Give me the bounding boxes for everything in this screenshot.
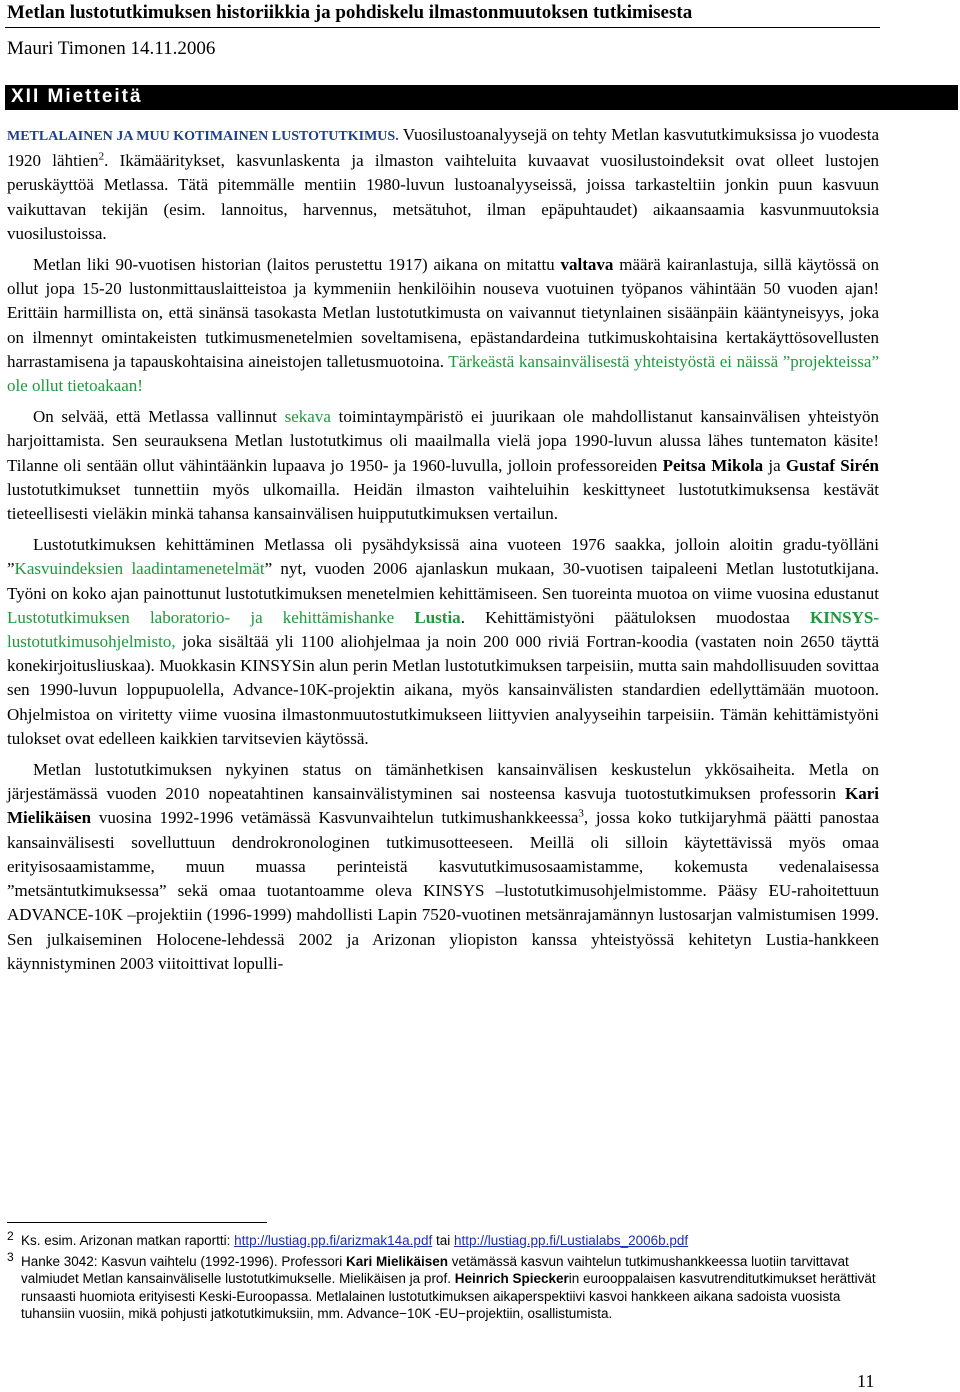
footnote-number: 3 [7,1249,14,1264]
footnote-separator [7,1222,267,1223]
paragraph-3 [7,405,879,526]
paragraph-lead: METLALAINEN JA MUU KOTIMAINEN LUSTOTUTKIMUS. [7,129,399,144]
footnote-ref-3[interactable]: 3 [578,807,584,820]
emphasis-text: valtava [560,255,614,275]
text-run: Vuosilustoanalyysejä on tehty Metlan kasvututkimuksissa jo vuodesta 1920 lähtien [7,125,880,171]
text-run: lustotutkimukset tunnettiin myös ulkomailla. Heidän ilmaston vaihteluihin keskittyneet lustotutkimuksensa kestävät tieteellisesti vieläkin minkä tahansa kansainvälisen huippututkimuksen vertailun. [7,479,879,524]
lustialabs-report-link[interactable]: http://lustiag.pp.fi/Lustialabs_2006b.pdf [453,1233,689,1248]
header-rule [5,27,880,28]
highlighted-text: Tärkeästä kansainvälisestä yhteistyöstä ei näissä ”projekteissa” ole ollut tietoakaan! [7,351,879,396]
body-text [7,123,879,976]
text-run: On selvää, että Metlassa vallinnut [33,407,285,427]
section-title: XII Mietteitä [11,86,143,107]
text-run: Hanke 3042: Kasvun vaihtelu (1992-1996). Professori [21,1253,346,1269]
text-run: Metlan liki 90-vuotisen historian (laitos perustettu 1917) aikana on mitattu [33,255,561,275]
text-run: Ks. esim. Arizonan matkan raportti: [21,1233,235,1248]
text-run: , jossa koko tutkijaryhmä päätti panostaa kansainvälisesti sovelluttuun dendrokronologinen tutkimusotteeseen. Meillä oli silloin käytettävissä myös omaa erityisosaamistamme, muun muassa perinteistä kasvututkimusosaamistamme, kokemusta vedenalaisessa ”metsäntutkimuksessa” sekä omaa tuotantoamme oleva KINSYS –lustotutkimusohjelmistomme. Pääsy EU-rahoitettuun ADVANCE-10K –projektiin (1996-1999) mahdollisti Lapin 7520-vuotinen metsänrajamännyn lustosarjan valmistumisen 1999. Sen julkaiseminen Holocene-lehdessä 2002 ja Arizonan yliopiston kanssa yhteistyössä kehitetyn Lustia-hankkeen käynnistyminen 2003 viitoittivat lopulli- [7,808,880,973]
page-number: 11 [857,1371,875,1391]
paragraph-1 [7,123,879,246]
text-run: toimintaympäristö ei juurikaan ole mahdollistanut kansainvälisen yhteistyön harjoittamista. Sen seurauksena Metlan lustotutkimus oli maailmalla vielä jopa 1990-luvun alussa lähes tuntematon käsite! Tilanne oli sentään ollut vähintäänkin lupaava jo 1950- ja 1960-luvulla, jolloin professoreiden [7,407,879,475]
footnote-number: 2 [7,1229,14,1243]
person-name: Peitsa Mikola [662,455,764,475]
text-run: . Kehittämistyöni päätuloksen muodostaa [460,607,811,627]
text-run: määrä kairanlastuja, sillä käytössä on ollut jopa 15-20 lustonmittauslaitteistoa ja kymmeniin henkilöihin nouseva vuotuinen työpanos vähintään 50 vuoden ajan! Erittäin harmillista on, että sinänsä tasokasta Metlan lustotutkimusta on vaivannut tietynlainen sisäänpäin kääntyneisyys, joka on ilmennyt omintakeisten tutkimusmenetelmien soveltamisena, epästandardeina tutkimuskohtaisina kertakäyttösovellusten harrastamisena ja tapauskohtaisina aineistojen talletusmuotoina. [7,255,880,371]
arizona-report-link[interactable]: http://lustiag.pp.fi/arizmak14a.pdf [234,1233,433,1248]
footnote-3 [7,1249,887,1323]
section-heading-bar [5,85,958,110]
highlighted-text: Kasvuindeksien laadintamenetelmät [14,559,265,579]
person-name: Kari Mielikäisen [7,784,879,828]
text-run: Metlan lustotutkimuksen nykyinen status on tämänhetkisen kansainvälisen keskustelun ykkösaiheita. Metla on järjestämässä vuoden 2010 nopeatahtinen kansainvälistyminen sai nosteensa kasvuja tuotostutkimuksen professorin [7,760,879,804]
text-run: vuosina 1992-1996 vetämässä Kasvunvaihtelun tutkimushankkeessa [91,808,579,828]
text-run: ” nyt, vuoden 2006 ajanlaskun mukaan, 30-vuotisen taipaleeni Metlan lustotutkijana. Työni on koko ajan painottunut lustotutkimuksen menetelmien kehittämiseen. Sen tuoreinta muotoa on viime vuosina edustanut [7,559,879,603]
paragraph-4 [7,533,879,751]
highlighted-text: Lustia [414,607,461,627]
person-name: Kari Mielikäisen [345,1253,449,1269]
highlighted-text: KINSYS- [810,607,879,627]
text-run: ja [763,455,786,475]
person-name: Heinrich Spiecker [454,1271,569,1286]
text-run: joka sisältää yli 1100 aliohjelmaa ja noin 200 000 riviä Fortran-koodia (vastaten noin 2650 täyttä konekirjoitusliuskaa). Muokkasin KINSYSin alun perin Metlan lustotutkimuksen tarpeisiin, mutta sain mahdollisuuden sovittaa sen 1990-luvun loppupuolella, Advance-10K-projektin aikana, myös kansainvälisten standardien edellyttämään muotoon. Ohjelmistoa on viritetty viime vuosina ilmastonmuutostutkimukseen liittyvien analyyseihin tarpeisiin. Tämän kehittämistyöni tulokset ovat edelleen kaikkien tarvitsevien käytössä. [7,632,879,748]
text-run: vetämässä kasvun vaihtelun tutkimushankkeessa luotiin tarvittavat valmiudet Metlan kansainväliselle lustotutkimukselle. Mielikäisen ja prof. [21,1253,849,1286]
text-run: . Ikämääritykset, kasvunlaskenta ja ilmaston vaihteluita kuvaavat vuosilustoindeksit ovat olleet lustojen peruskäyttöä Metlassa. Tätä pitemmälle mentiin 1980-luvun lustoanalyyseissä, joissa tarkasteltiin jonkin puun kasvuun vaikuttavan tekijän (esim. lannoitus, harvennus, metsätuhot, ilman epäpuhtaudet) aikaansaamia kasvunmuutoksia vuosilustoissa. [7,151,879,243]
text-run: Lustotutkimuksen kehittäminen Metlassa oli pysähdyksissä aina vuoteen 1976 saakka, jolloin aloitin gradu-työlläni ” [7,535,879,579]
text-run: tai [432,1233,454,1248]
author-date: Mauri Timonen 14.11.2006 [7,38,216,59]
person-name: Gustaf Sirén [785,455,879,475]
highlighted-text: lustotutkimusohjelmisto, [7,632,176,652]
running-header-title: Metlan lustotutkimuksen historiikkia ja pohdiskelu ilmastonmuutoksen tutkimisesta [7,2,693,23]
text-run: in eurooppalaisen kasvutrenditutkimukset herättivät runsaasti huomiota erityisesti Keski-Euroopassa. Metlalainen lustotutkimuksen aikaperspektiivi kasvoi hankkeen aikana sadoista vuosista tuhansiin vuosiin, mikä pohjusti jatkotutkimuksiin, mm. Advance−10K -EU−projektiin, osallistumista. [21,1271,876,1321]
footnote-ref-2[interactable]: 2 [98,150,105,163]
paragraph-5 [7,758,879,976]
footnotes [7,1229,887,1326]
paragraph-2 [7,253,879,398]
footnote-2 [7,1229,887,1250]
highlighted-text: sekava [284,407,331,427]
highlighted-text: Lustotutkimuksen laboratorio- ja kehittämishanke [7,607,415,627]
